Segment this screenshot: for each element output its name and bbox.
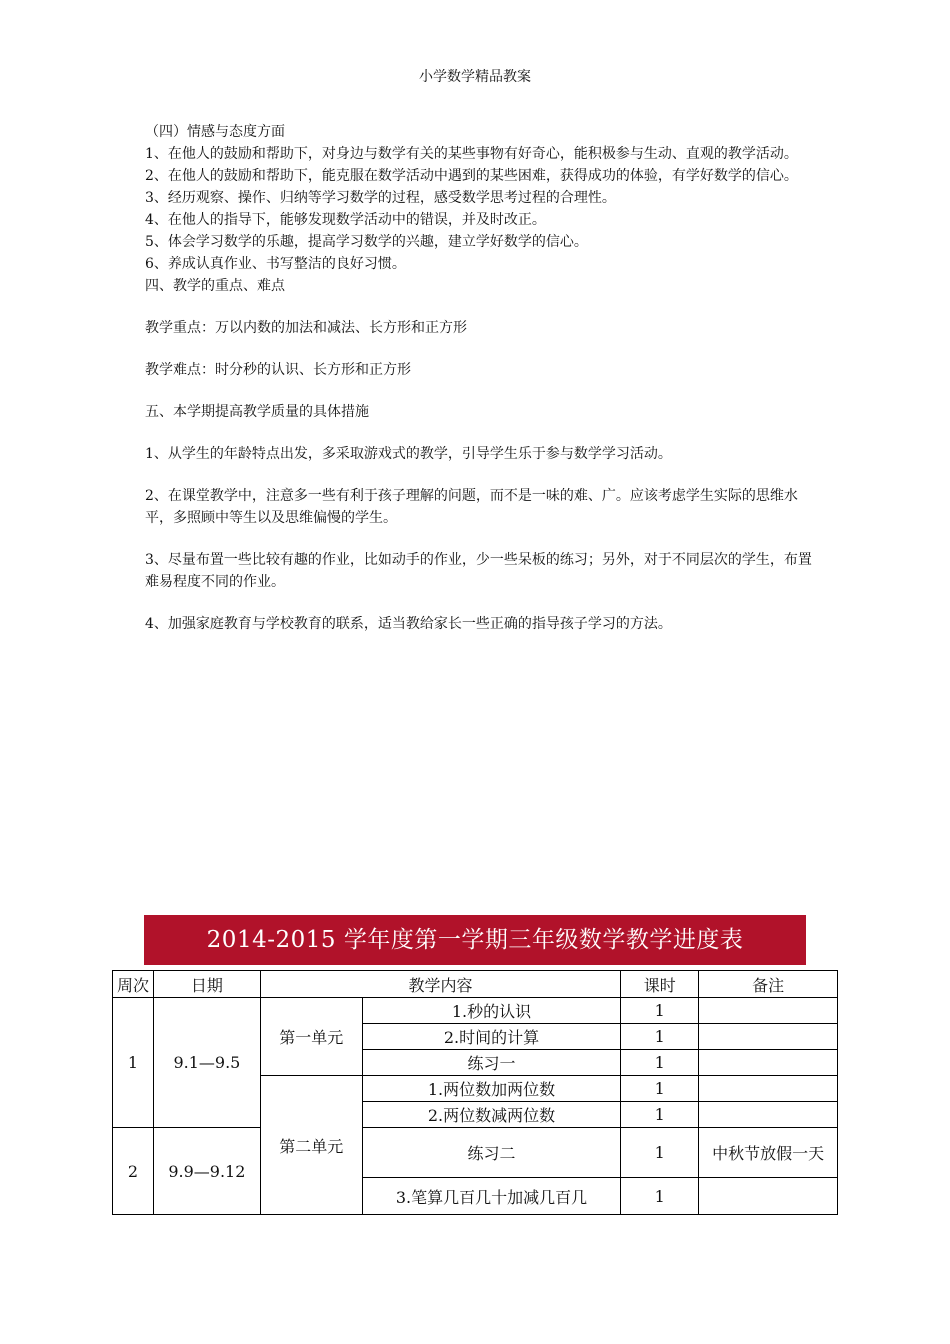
topic-cell: 1.两位数加两位数 [362, 1076, 621, 1102]
paragraph: 4、在他人的指导下，能够发现数学活动中的错误，并及时改正。 [145, 212, 546, 228]
topic-cell: 练习一 [362, 1050, 621, 1076]
hours-cell: 1 [621, 1128, 699, 1178]
page-header-title: 小学数学精品教案 [419, 69, 531, 85]
header-date: 日期 [153, 971, 260, 998]
measure-paragraph: 1、从学生的年龄特点出发，多采取游戏式的教学，引导学生乐于参与数学学习活动。 [145, 446, 672, 462]
hours-cell: 1 [621, 1178, 699, 1215]
table-header-row [113, 971, 838, 998]
paragraph: 6、养成认真作业、书写整洁的良好习惯。 [145, 256, 406, 272]
hours-cell: 1 [621, 1076, 699, 1102]
hours-cell: 1 [621, 1050, 699, 1076]
measure-paragraph: 4、加强家庭教育与学校教育的联系，适当教给家长一些正确的指导孩子学习的方法。 [145, 616, 672, 632]
paragraph: 5、体会学习数学的乐趣，提高学习数学的兴趣，建立学好数学的信心。 [145, 234, 588, 250]
note-cell [699, 998, 838, 1024]
schedule-table [112, 970, 838, 1215]
unit-cell: 第二单元 [260, 1076, 362, 1215]
note-cell [699, 1178, 838, 1215]
paragraph: 3、经历观察、操作、归纳等学习数学的过程，感受数学思考过程的合理性。 [145, 190, 616, 206]
date-cell: 9.9—9.12 [153, 1128, 260, 1215]
hours-cell: 1 [621, 1102, 699, 1128]
topic-cell: 1.秒的认识 [362, 998, 621, 1024]
paragraph: 2、在他人的鼓励和帮助下，能克服在数学活动中遇到的某些困难，获得成功的体验，有学好数学的信心。 [145, 168, 798, 184]
note-cell: 中秋节放假一天 [699, 1128, 838, 1178]
topic-cell: 2.时间的计算 [362, 1024, 621, 1050]
measure-paragraph: 2、在课堂教学中，注意多一些有利于孩子理解的问题，而不是一味的难、广。应该考虑学生实际的思维水平，多照顾中等生以及思维偏慢的学生。 [145, 488, 798, 526]
topic-cell: 3.笔算几百几十加减几百几 [362, 1178, 621, 1215]
document-body [145, 121, 815, 635]
header-notes: 备注 [699, 971, 838, 998]
note-cell [699, 1024, 838, 1050]
measure-paragraph: 3、尽量布置一些比较有趣的作业，比如动手的作业，少一些呆板的练习；另外，对于不同层次的学生，布置难易程度不同的作业。 [145, 552, 812, 590]
note-cell [699, 1050, 838, 1076]
table-row [113, 1128, 838, 1178]
paragraph: 1、在他人的鼓励和帮助下，对身边与数学有关的某些事物有好奇心，能积极参与生动、直观的教学活动。 [145, 146, 798, 162]
header-hours: 课时 [621, 971, 699, 998]
section-heading-key-points: 四、教学的重点、难点 [145, 278, 285, 294]
hours-cell: 1 [621, 998, 699, 1024]
week-cell: 2 [113, 1128, 154, 1215]
section-heading-measures: 五、本学期提高教学质量的具体措施 [145, 404, 369, 420]
schedule-banner-title: 2014-2015 学年度第一学期三年级数学教学进度表 [144, 915, 806, 965]
topic-cell: 2.两位数减两位数 [362, 1102, 621, 1128]
note-cell [699, 1102, 838, 1128]
section-heading-attitude: （四）情感与态度方面 [145, 124, 285, 140]
hours-cell: 1 [621, 1024, 699, 1050]
note-cell [699, 1076, 838, 1102]
topic-cell: 练习二 [362, 1128, 621, 1178]
key-point-text: 教学重点：万以内数的加法和减法、长方形和正方形 [145, 320, 467, 336]
week-cell: 1 [113, 998, 154, 1128]
table-row [113, 998, 838, 1024]
header-week: 周次 [113, 971, 154, 998]
date-cell: 9.1—9.5 [153, 998, 260, 1128]
difficult-point-text: 教学难点：时分秒的认识、长方形和正方形 [145, 362, 411, 378]
header-content: 教学内容 [260, 971, 620, 998]
unit-cell: 第一单元 [260, 998, 362, 1076]
